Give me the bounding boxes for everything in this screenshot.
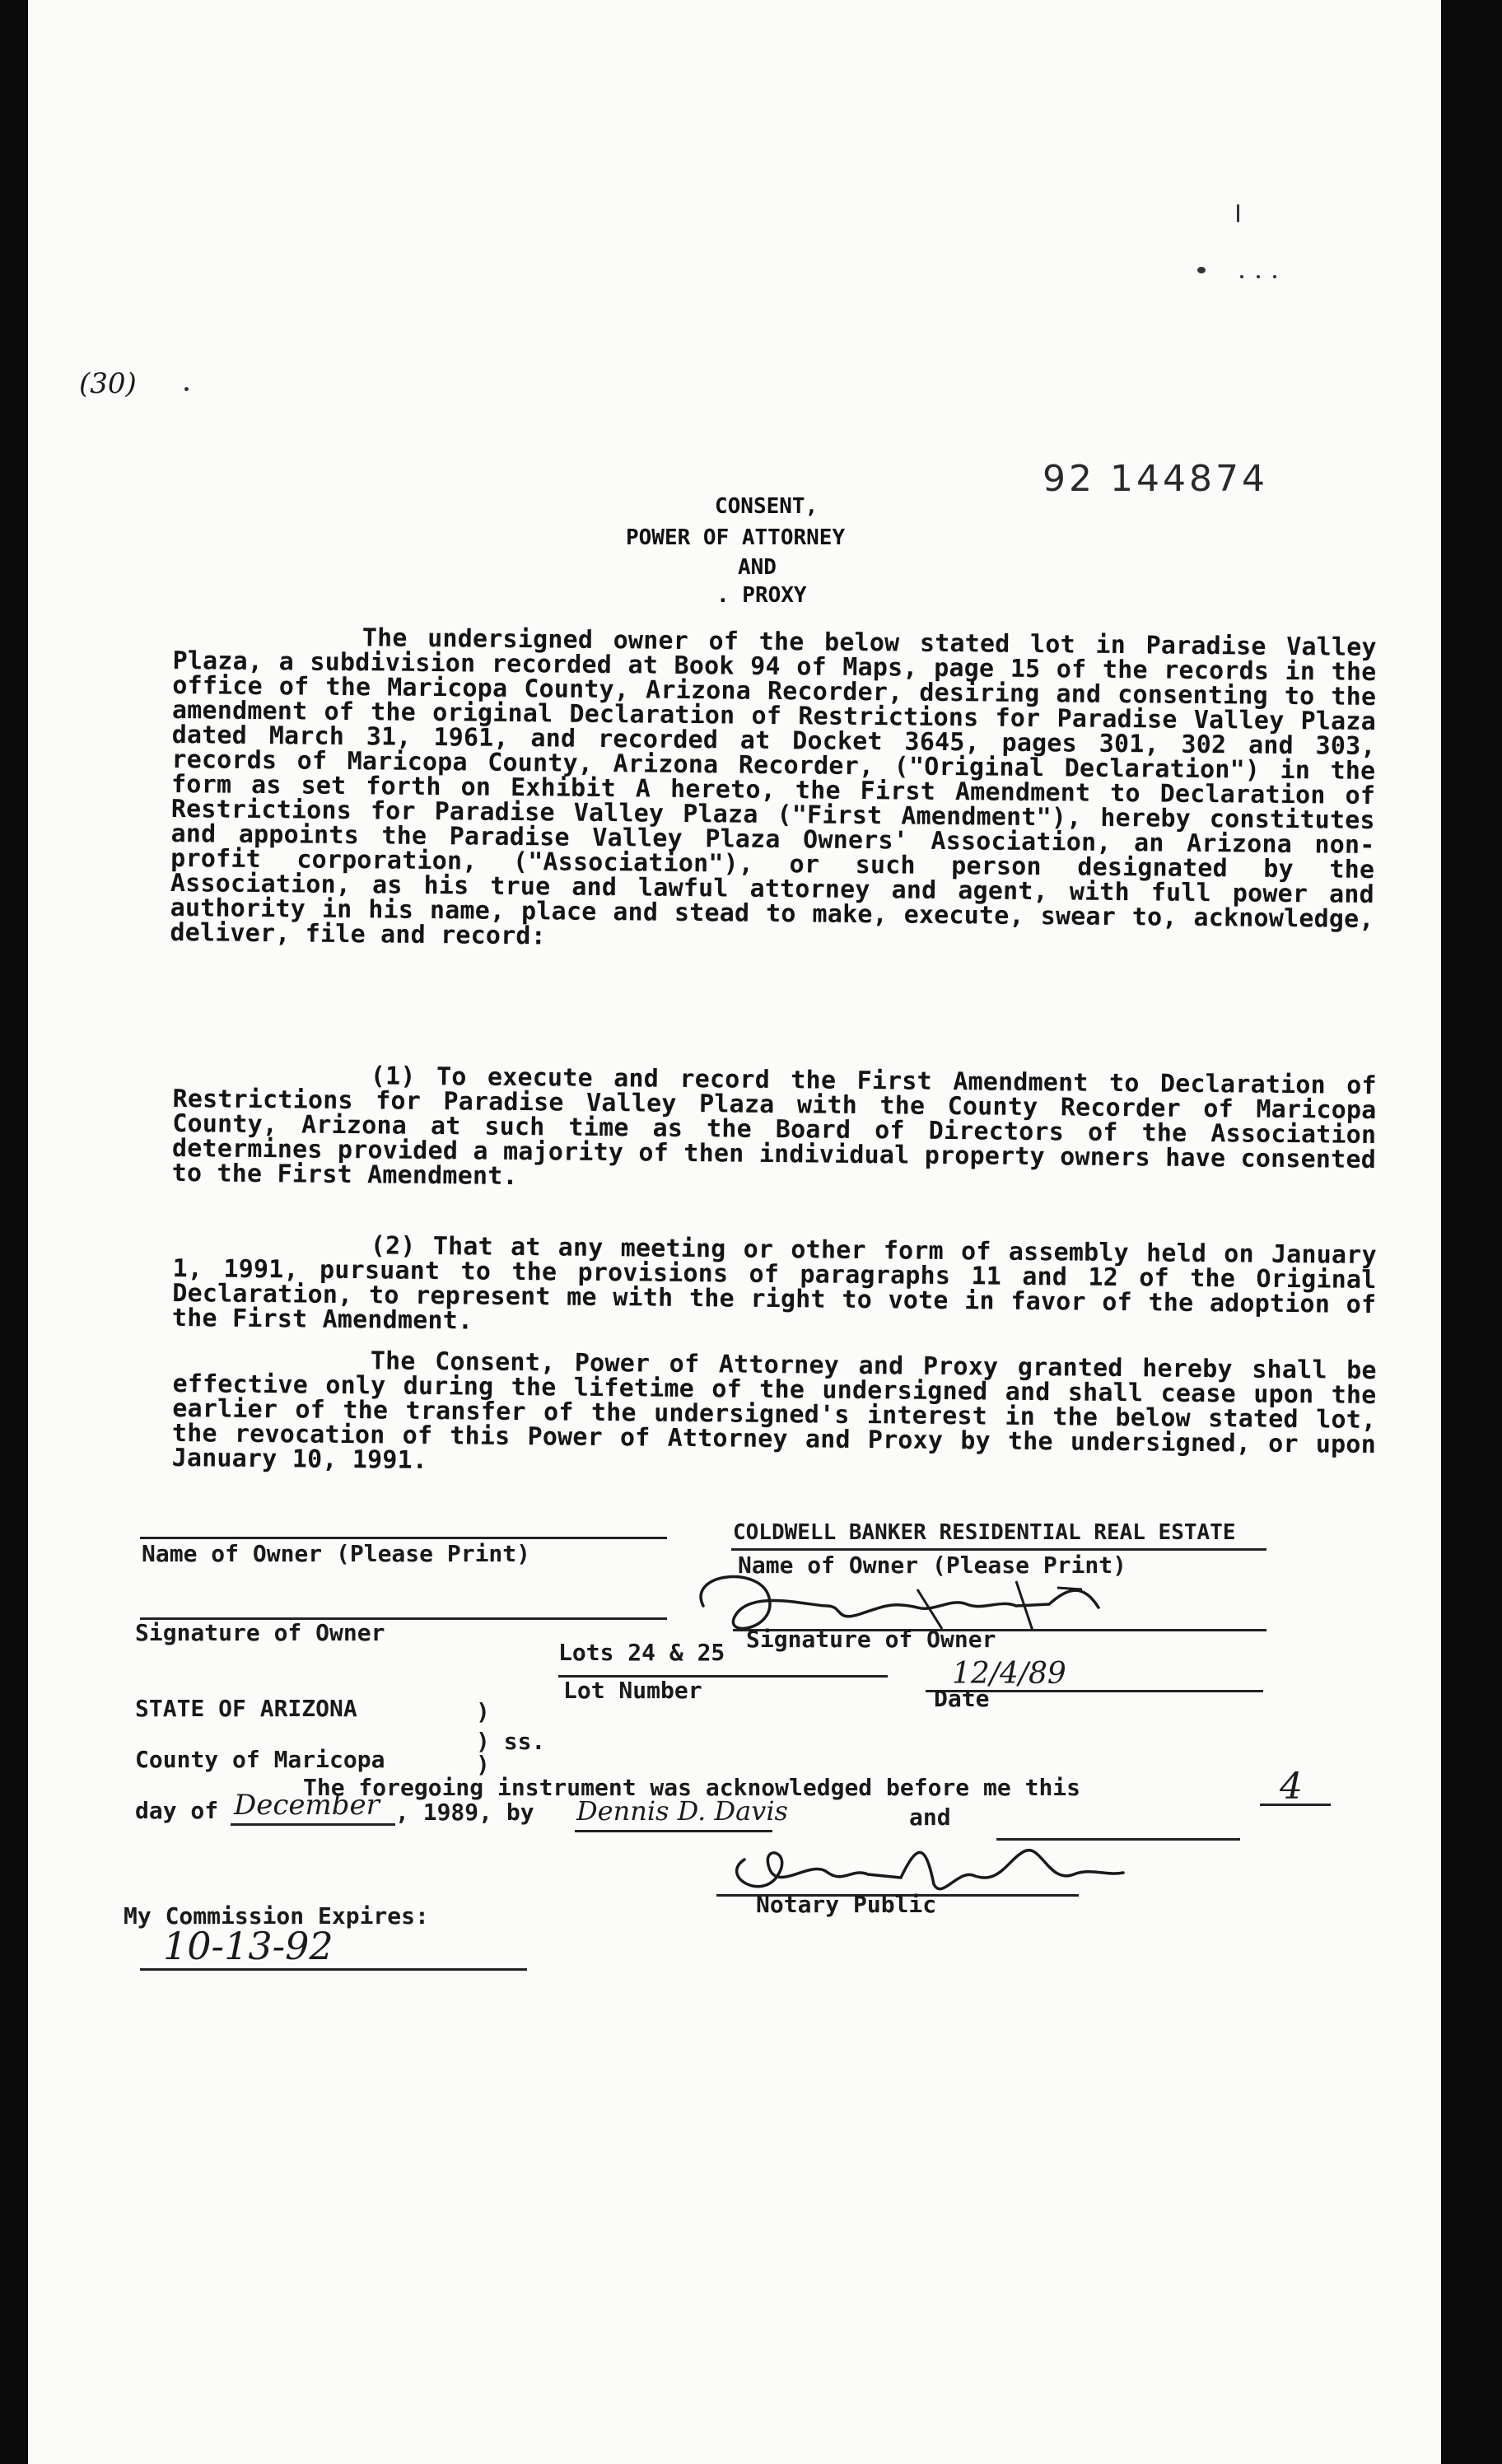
body-paragraph-4 (172, 1347, 1377, 1482)
state-paren: ) (476, 1698, 490, 1725)
owner-name-value-right: COLDWELL BANKER RESIDENTIAL REAL ESTATE (733, 1520, 1236, 1545)
scan-speck (1257, 275, 1260, 278)
lot-number-label: Lot Number (563, 1677, 702, 1704)
paragraph-text: The undersigned owner of the below stated lot in Paradise Valley Plaza, a subdivision recorded at Book 94 of Maps, page 15 of the records in the office of the Maricopa County, Arizona Recorder, desiring and consenting to the amendment of the original Declaration of Restrictions for Paradise Valley Plaza dated March 31, 1961, and recorded at Docket 3645, pages 301, 302 and 303, records of Maricopa County, Arizona Recorder, ("Original Declaration") in the form as set forth on Exhibit A hereto, the First Amendment to Declaration of Restrictions for Paradise Valley Plaza ("First Amendment"), hereby constitutes and appoints the Paradise Valley Plaza Owners' Association, an Arizona non-profit corporation, ("Association"), or such person designated by the Association, as his true and lawful attorney and agent, with full power and authority in his name, place and stead to make, execute, swear to, acknowledge, deliver, file and record: (170, 623, 1377, 951)
owner-name-line-left (140, 1537, 667, 1539)
date-label: Date (934, 1685, 990, 1712)
date-value: 12/4/89 (952, 1657, 1066, 1691)
owner-signature-label-left: Signature of Owner (135, 1619, 385, 1646)
month-line (231, 1823, 395, 1826)
commission-label: My Commission Expires: (124, 1902, 429, 1930)
county-paren: ) (476, 1751, 490, 1778)
margin-mark: (30) (79, 367, 137, 400)
owner-name-label-left: Name of Owner (Please Print) (142, 1540, 531, 1567)
commission-line (140, 1968, 527, 1971)
year-text: , 1989, by (395, 1799, 534, 1826)
lot-number-value: Lots 24 & 25 (558, 1639, 725, 1666)
day-of-label: day of (135, 1797, 219, 1824)
day-line (1260, 1804, 1331, 1806)
scan-speck (1273, 275, 1276, 278)
notary-public-label: Notary Public (756, 1891, 937, 1918)
document-number: 92 144874 (1043, 458, 1268, 500)
acknowledgement-text: The foregoing instrument was acknowledged before me this (303, 1774, 1081, 1801)
paragraph-text: (2) That at any meeting or other form of assembly held on January 1, 1991, pursuant to the provisions of paragraphs 11 and 12 of the Original Declaration, to represent me with the right to vote in favor of the adoption of the First Amendment. (171, 1231, 1377, 1336)
acknowledgement-by-name: Dennis D. Davis (576, 1795, 788, 1827)
owner-signature-label-right: Signature of Owner (746, 1626, 996, 1653)
body-paragraph-2 (172, 1062, 1377, 1197)
state-label: STATE OF ARIZONA (135, 1695, 357, 1722)
document-page (28, 0, 1441, 2464)
commission-date: 10-13-92 (163, 1924, 334, 1968)
owner-name-line-right (731, 1548, 1266, 1551)
county-label: County of Maricopa (135, 1746, 385, 1773)
scan-speck (1237, 204, 1239, 222)
title-line-2: POWER OF ATTORNEY (626, 525, 846, 550)
title-line-3: AND (738, 555, 777, 580)
acknowledgement-day: 4 (1280, 1766, 1303, 1808)
acknowledgement-month: December (234, 1789, 380, 1822)
body-paragraph-3 (172, 1232, 1377, 1342)
ss-label: ) ss. (476, 1728, 546, 1755)
scan-speck (1240, 275, 1243, 278)
title-line-4: . PROXY (716, 583, 807, 608)
and-text: and (909, 1804, 951, 1831)
scan-speck (1197, 267, 1206, 273)
owner-name-label-right: Name of Owner (Please Print) (738, 1552, 1127, 1579)
paragraph-text: (1) To execute and record the First Amendment to Declaration of Restrictions for Paradise Valley Plaza with the County Recorder of Maricopa County, Arizona at such time as the Board of Directors of the Association determines provided a majority of then individual property owners have consented to the First Amendment. (171, 1062, 1377, 1192)
scan-speck (184, 387, 189, 391)
body-paragraph-1 (170, 624, 1377, 957)
title-line-1: CONSENT, (715, 494, 819, 519)
paragraph-text: The Consent, Power of Attorney and Proxy granted hereby shall be effective only during the lifetime of the undersigned and shall cease upon the earlier of the transfer of the undersigned's interest in the below stated lot, the revocation of this Power of Attorney and Proxy by the undersigned, or upon January 10, 1991. (171, 1346, 1377, 1475)
